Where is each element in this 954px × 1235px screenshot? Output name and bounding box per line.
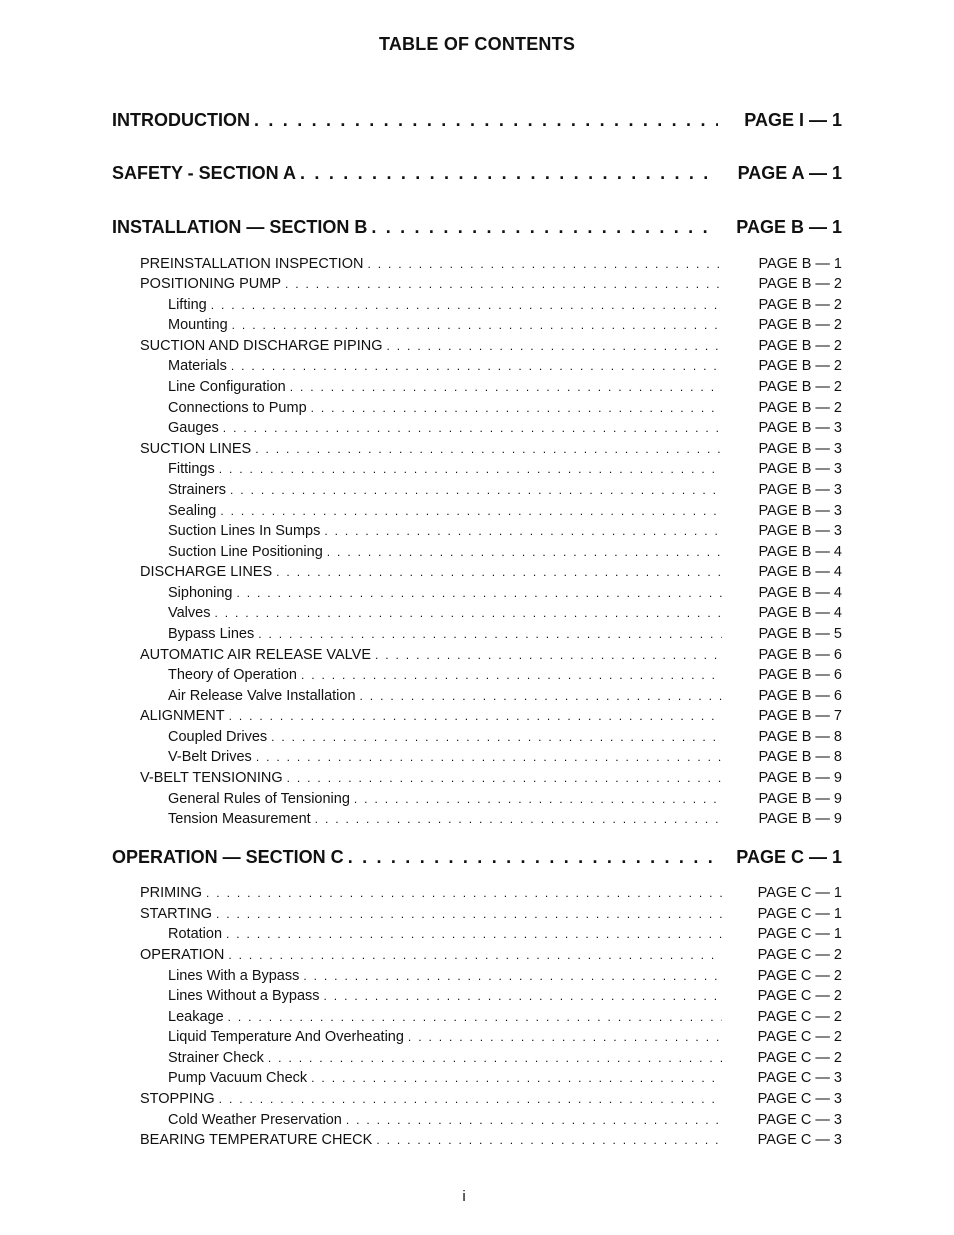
dot-leader [354,792,722,806]
dot-leader [237,586,723,600]
toc-entry-label: Theory of Operation [168,667,297,683]
toc-entry[interactable] [168,988,842,1008]
toc-entry-page: PAGE B — 2 [758,358,842,374]
toc-entry-label: Connections to Pump [168,400,307,416]
page-title: TABLE OF CONTENTS [378,34,576,54]
dot-leader [311,401,722,415]
toc-entry[interactable] [140,770,842,790]
toc-entry-page: PAGE B — 9 [758,811,842,827]
toc-entry-label: Line Configuration [168,379,286,395]
toc-entry-label: Air Release Valve Installation [168,688,356,704]
dot-leader [232,318,722,332]
toc-entry[interactable] [168,605,842,625]
dot-leader [324,524,722,538]
dot-leader [254,110,718,131]
toc-entry[interactable] [140,947,842,967]
toc-entry[interactable] [168,544,842,564]
toc-entry-page: PAGE C — 3 [757,1132,842,1148]
toc-entry[interactable] [168,379,842,399]
toc-entry[interactable] [168,1009,842,1029]
dot-leader [303,969,722,983]
toc-entry-page: PAGE B — 8 [758,749,842,765]
toc-entry[interactable] [168,749,842,769]
toc-entry[interactable] [168,667,842,687]
toc-entry-label: SUCTION AND DISCHARGE PIPING [140,338,383,354]
toc-entry-label: Lines Without a Bypass [168,988,320,1004]
toc-entry-page: PAGE B — 9 [758,791,842,807]
toc-entry[interactable] [112,163,842,187]
toc-entry[interactable] [168,729,842,749]
toc-entry[interactable] [168,926,842,946]
toc-entry[interactable] [168,358,842,378]
toc-entry-page: PAGE B — 6 [758,667,842,683]
dot-leader [367,257,722,271]
toc-entry-page: PAGE B — 3 [758,482,842,498]
toc-entry-page: PAGE C — 1 [757,906,842,922]
dot-leader [258,627,722,641]
toc-entry-page: PAGE B — 2 [758,338,842,354]
toc-entry-page: PAGE B — 3 [758,461,842,477]
toc-entry-label: INSTALLATION — SECTION B [112,217,368,237]
toc-entry[interactable] [168,585,842,605]
toc-entry-page: PAGE C — 2 [757,988,842,1004]
toc-entry-page: PAGE C — 3 [757,1091,842,1107]
toc-entry[interactable] [140,1132,842,1152]
dot-leader [376,1133,722,1147]
toc-entry-label: Coupled Drives [168,729,268,745]
dot-leader [301,668,722,682]
toc-entry-page: PAGE B — 2 [758,297,842,313]
toc-entry-label: Liquid Temperature And Overheating [168,1029,404,1045]
toc-entry[interactable] [168,811,842,831]
toc-entry-page: PAGE C — 2 [757,947,842,963]
toc-entry[interactable] [168,1112,842,1132]
toc-entry-page: PAGE B — 3 [758,503,842,519]
toc-entry[interactable] [140,708,842,728]
toc-entry-label: Gauges [168,420,219,436]
dot-leader [360,689,722,703]
dot-leader [231,359,722,373]
toc-entry-page: PAGE B — 6 [758,647,842,663]
toc-entry-page: PAGE C — 3 [757,1070,842,1086]
toc-entry-label: Bypass Lines [168,626,255,642]
toc-entry-page: PAGE B — 4 [758,605,842,621]
toc-entry-label: Rotation [168,926,223,942]
toc-entry-label: Lifting [168,297,207,313]
dot-leader [324,989,722,1003]
toc-entry-label: SAFETY - SECTION A [112,163,297,183]
toc-entry[interactable] [112,847,842,871]
dot-leader [276,565,722,579]
toc-entry-page: PAGE B — 6 [758,688,842,704]
toc-entry[interactable] [168,791,842,811]
toc-entry-label: SUCTION LINES [140,441,252,457]
toc-entry[interactable] [140,256,842,276]
dot-leader [219,1092,722,1106]
toc-entry-label: V-Belt Drives [168,749,252,765]
dot-leader [214,606,722,620]
toc-entry-page: PAGE B — 1 [758,256,842,272]
toc-entry-page: PAGE B — 1 [736,217,842,237]
toc-entry[interactable] [168,1070,842,1090]
page-number: i [462,1188,466,1205]
dot-leader [256,750,722,764]
toc-entry-label: Siphoning [168,585,233,601]
toc-entry-page: PAGE I — 1 [744,110,842,130]
dot-leader [371,217,718,238]
toc-entry-page: PAGE C — 2 [757,968,842,984]
dot-leader [348,847,718,868]
dot-leader [271,730,722,744]
dot-leader [223,421,722,435]
toc-entry-label: Fittings [168,461,215,477]
dot-leader [408,1030,722,1044]
toc-entry[interactable] [140,1091,842,1111]
toc-entry-label: Valves [168,605,211,621]
dot-leader [229,709,722,723]
toc-entry-label: PREINSTALLATION INSPECTION [140,256,364,272]
toc-entry-label: AUTOMATIC AIR RELEASE VALVE [140,647,371,663]
toc-entry-label: BEARING TEMPERATURE CHECK [140,1132,373,1148]
dot-leader [226,927,722,941]
toc-entry-label: Suction Lines In Sumps [168,523,321,539]
toc-entry-page: PAGE B — 3 [758,420,842,436]
toc-entry-label: PRIMING [140,885,203,901]
toc-entry-label: General Rules of Tensioning [168,791,350,807]
toc-entry-label: OPERATION [140,947,225,963]
toc-entry[interactable] [140,885,842,905]
toc-entry-label: Pump Vacuum Check [168,1070,308,1086]
toc-entry-label: Leakage [168,1009,224,1025]
toc-entry-page: PAGE B — 3 [758,523,842,539]
toc-entry-page: PAGE C — 3 [757,1112,842,1128]
toc-entry-label: Lines With a Bypass [168,968,300,984]
dot-leader [290,380,722,394]
toc-entry-page: PAGE B — 4 [758,544,842,560]
toc-entry-label: OPERATION — SECTION C [112,847,344,867]
toc-entry[interactable] [168,1029,842,1049]
toc-entry-label: V-BELT TENSIONING [140,770,283,786]
toc-entry-label: Suction Line Positioning [168,544,323,560]
toc-entry-label: Strainers [168,482,227,498]
toc-entry-page: PAGE B — 7 [758,708,842,724]
dot-leader [387,339,722,353]
dot-leader [211,298,722,312]
toc-entry[interactable] [168,503,842,523]
toc-entry-page: PAGE C — 2 [757,1050,842,1066]
toc-entry-page: PAGE B — 4 [758,585,842,601]
toc-entry-page: PAGE B — 2 [758,317,842,333]
toc-entry-label: INTRODUCTION [112,110,250,130]
toc-entry-page: PAGE C — 1 [757,926,842,942]
dot-leader [216,907,722,921]
toc-entry[interactable] [140,906,842,926]
toc-entry-page: PAGE B — 8 [758,729,842,745]
dot-leader [375,648,722,662]
toc-entry[interactable] [168,420,842,440]
toc-entry[interactable] [168,400,842,420]
toc-entry[interactable] [168,1050,842,1070]
toc-entry-label: DISCHARGE LINES [140,564,273,580]
dot-leader [287,771,722,785]
dot-leader [206,886,722,900]
dot-leader [315,812,722,826]
dot-leader [228,1010,722,1024]
toc-entry[interactable] [140,564,842,584]
toc-entry-page: PAGE B — 2 [758,276,842,292]
toc-entry-page: PAGE A — 1 [737,163,842,183]
toc-entry-label: STOPPING [140,1091,215,1107]
toc-entry[interactable] [140,276,842,296]
toc-entry-page: PAGE C — 2 [757,1029,842,1045]
dot-leader [285,277,722,291]
toc-entry[interactable] [168,297,842,317]
toc-entry-page: PAGE B — 2 [758,400,842,416]
toc-entry[interactable] [112,217,842,241]
toc-entry-page: PAGE C — 2 [757,1009,842,1025]
toc-entry[interactable] [168,461,842,481]
toc-entry-label: Tension Measurement [168,811,311,827]
toc-entry[interactable] [168,482,842,502]
toc-entry-label: ALIGNMENT [140,708,225,724]
toc-entry-page: PAGE C — 1 [736,847,842,867]
toc-entry-label: STARTING [140,906,212,922]
toc-entry-page: PAGE B — 9 [758,770,842,786]
dot-leader [219,462,722,476]
toc-entry-label: Mounting [168,317,228,333]
toc-entry[interactable] [168,317,842,337]
dot-leader [346,1113,722,1127]
toc-entry[interactable] [112,110,842,134]
toc-entry-page: PAGE B — 5 [758,626,842,642]
dot-leader [220,504,722,518]
toc-entry[interactable] [168,968,842,988]
toc-entry-label: Materials [168,358,227,374]
dot-leader [268,1051,722,1065]
toc-entry-page: PAGE C — 1 [757,885,842,901]
toc-entry[interactable] [140,441,842,461]
dot-leader [230,483,722,497]
toc-entry[interactable] [168,688,842,708]
dot-leader [327,545,722,559]
dot-leader [300,163,718,184]
toc-entry-page: PAGE B — 3 [758,441,842,457]
toc-entry-label: Strainer Check [168,1050,264,1066]
toc-entry-label: Cold Weather Preservation [168,1112,342,1128]
toc-entry-page: PAGE B — 2 [758,379,842,395]
toc-entry[interactable] [168,626,842,646]
dot-leader [228,948,722,962]
toc-entry-label: Sealing [168,503,217,519]
toc-entry[interactable] [140,647,842,667]
toc-entry-page: PAGE B — 4 [758,564,842,580]
toc-entry[interactable] [140,338,842,358]
dot-leader [255,442,722,456]
toc-entry-label: POSITIONING PUMP [140,276,281,292]
dot-leader [311,1071,722,1085]
toc-entry[interactable] [168,523,842,543]
